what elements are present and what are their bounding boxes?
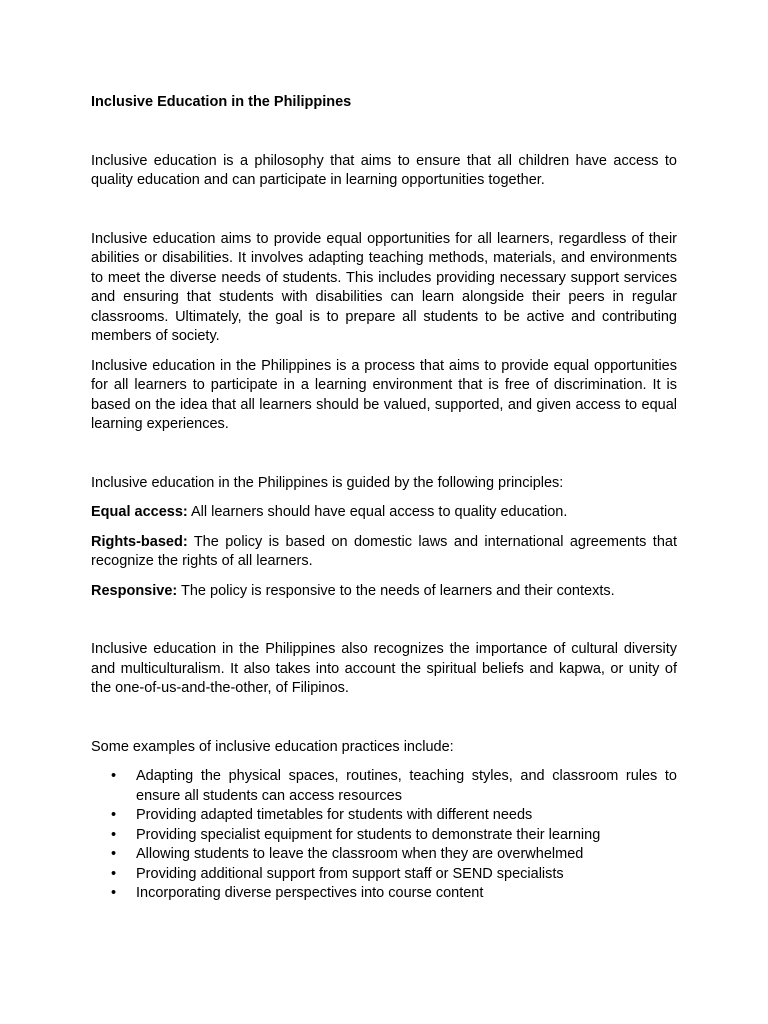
list-item-text: Incorporating diverse perspectives into course content: [136, 885, 484, 901]
list-item-text: Providing adapted timetables for students with different needs: [136, 807, 533, 823]
spacer: [91, 493, 677, 503]
examples-intro: Some examples of inclusive education practices include:: [91, 738, 454, 755]
spacer: [91, 523, 677, 533]
spacer: [91, 191, 677, 230]
aims-paragraph: Inclusive education aims to provide equal opportunities for all learners, regardless of their abilities or disabilities. It involves adapting teaching methods, materials, and environments to meet the diverse needs of students. This includes providing necessary support services and ensuring that students with disabilities can learn alongside their peers in regular classrooms. Ultimately, the goal is to prepare all students to be active and contributing members of society.: [91, 230, 677, 344]
spacer: [91, 572, 677, 582]
principle-term: Responsive:: [91, 582, 178, 599]
spacer: [91, 601, 677, 640]
spacer: [91, 113, 677, 152]
intro-paragraph: Inclusive education is a philosophy that aims to ensure that all children have access to quality education and can participate in learning opportunities together.: [91, 152, 677, 188]
bullet-icon: •: [111, 826, 117, 843]
bullet-icon: •: [111, 885, 117, 901]
principle-text: The policy is based on domestic laws and international agreements that recognize the rights of all learners.: [91, 533, 677, 569]
document-page: [91, 93, 677, 904]
spacer: [91, 699, 677, 738]
bullet-icon: •: [111, 807, 117, 823]
examples-list: [91, 767, 677, 904]
document-title: Inclusive Education in the Philippines: [91, 94, 352, 110]
process-paragraph: Inclusive education in the Philippines is a process that aims to provide equal opportunities for all learners to participate in a learning environment that is free of discrimination. It is based on the idea that all learners should be valued, supported, and given access to equal learning experiences.: [91, 357, 677, 432]
principle-rights-based: [91, 533, 677, 572]
bullet-icon: •: [111, 768, 117, 784]
list-item: [91, 845, 677, 865]
list-item-text: Providing specialist equipment for students to demonstrate their learning: [136, 826, 601, 843]
list-item: [91, 884, 677, 904]
bullet-icon: •: [111, 846, 117, 862]
culture-paragraph: Inclusive education in the Philippines also recognizes the importance of cultural diversity and multiculturalism. It also takes into account the spiritual beliefs and kapwa, or unity of the one-of-us-and-the-other, of Filipinos.: [91, 641, 677, 696]
principle-text: The policy is responsive to the needs of learners and their contexts.: [177, 582, 615, 599]
list-item-text: Providing additional support from support staff or SEND specialists: [136, 865, 564, 882]
spacer: [91, 347, 677, 357]
list-item: [91, 826, 677, 846]
principle-term: Equal access:: [91, 504, 188, 520]
list-item-text: Adapting the physical spaces, routines, teaching styles, and classroom rules to ensure all students can access resources: [136, 768, 677, 804]
principles-intro: Inclusive education in the Philippines is guided by the following principles:: [91, 474, 564, 491]
principle-text: All learners should have equal access to quality education.: [187, 504, 568, 520]
list-item: [91, 767, 677, 806]
principle-responsive: [91, 582, 677, 602]
principle-equal-access: [91, 503, 677, 523]
list-item: [91, 806, 677, 826]
spacer: [91, 435, 677, 474]
list-item-text: Allowing students to leave the classroom when they are overwhelmed: [136, 846, 584, 862]
bullet-icon: •: [111, 865, 117, 882]
principle-term: Rights-based:: [91, 533, 188, 550]
list-item: [91, 865, 677, 885]
